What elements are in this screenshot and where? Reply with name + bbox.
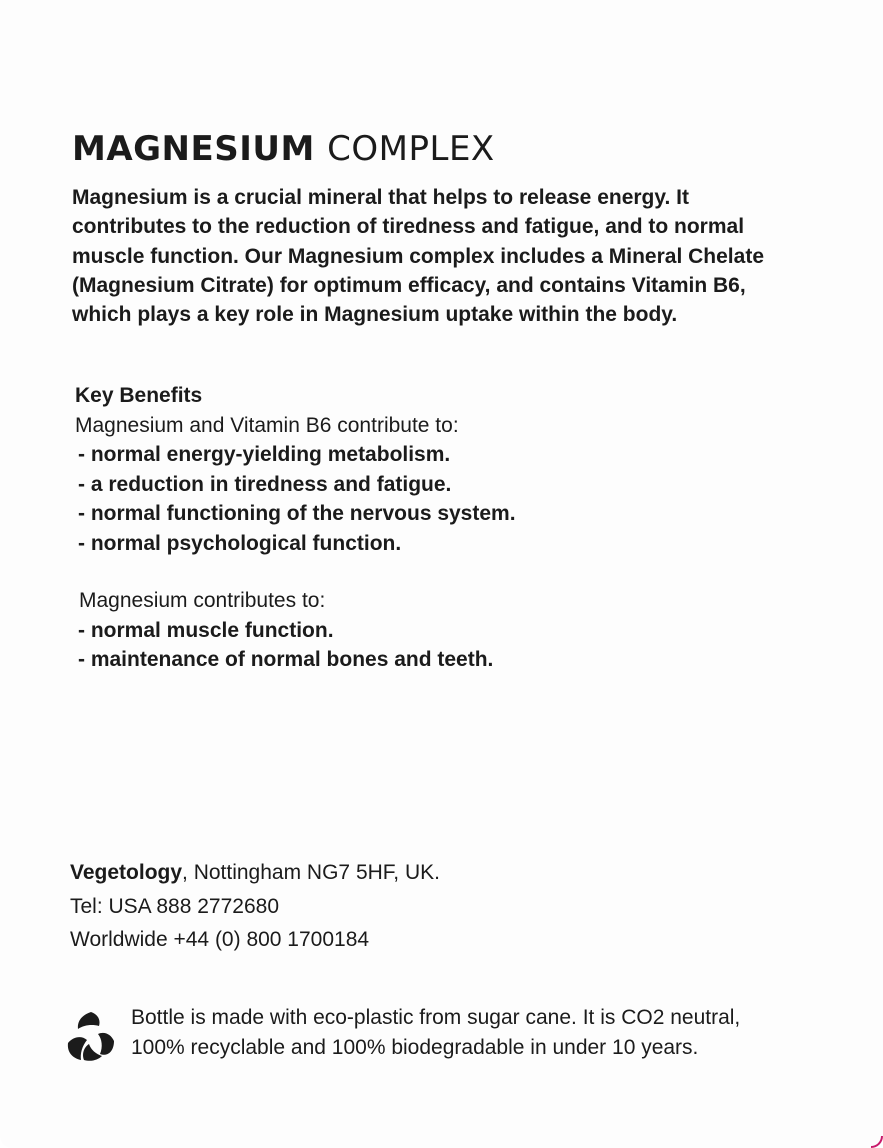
group2-lead: Magnesium contributes to: <box>79 589 326 612</box>
list-item: - normal energy-yielding metabolism. <box>78 443 451 466</box>
worldwide-line: Worldwide +44 (0) 800 1700184 <box>70 928 370 951</box>
intro-line: contributes to the reduction of tiredness and fatigue, and to normal <box>72 215 745 239</box>
group2-list <box>75 616 775 675</box>
eco-line: Bottle is made with eco-plastic from sugar cane. It is CO2 neutral, <box>131 1006 741 1029</box>
key-benefits-section <box>75 381 775 675</box>
list-item: - normal functioning of the nervous system. <box>78 502 516 525</box>
address-text: , Nottingham NG7 5HF, UK. <box>182 861 440 884</box>
product-title <box>72 127 495 171</box>
intro-line: Magnesium is a crucial mineral that helps to release energy. It <box>72 186 689 209</box>
intro-paragraph <box>72 183 822 329</box>
intro-line: muscle function. Our Magnesium complex includes a Mineral Chelate <box>72 244 764 268</box>
brand-name: Vegetology <box>70 861 183 884</box>
group1-lead: Magnesium and Vitamin B6 contribute to: <box>75 413 459 437</box>
intro-line: (Magnesium Citrate) for optimum efficacy, and contains Vitamin B6, <box>72 273 746 297</box>
list-item: - normal muscle function. <box>78 618 334 642</box>
title-strong: MAGNESIUM <box>72 129 315 169</box>
key-benefits-heading: Key Benefits <box>75 384 203 407</box>
eco-text <box>131 1003 740 1063</box>
tel-line: Tel: USA 888 2772680 <box>70 894 279 918</box>
intro-line: which plays a key role in Magnesium uptake within the body. <box>72 303 678 327</box>
spacer <box>75 558 775 586</box>
list-item: - a reduction in tiredness and fatigue. <box>78 472 452 496</box>
eco-line: 100% recyclable and 100% biodegradable in under 10 years. <box>131 1036 699 1059</box>
group1-list <box>75 440 775 558</box>
contact-block <box>70 856 440 957</box>
recycle-leaf-icon <box>64 1009 118 1063</box>
label-edge-accent <box>871 1136 883 1148</box>
title-light: COMPLEX <box>327 129 495 169</box>
address-line <box>70 856 440 890</box>
list-item: - maintenance of normal bones and teeth. <box>78 648 494 671</box>
list-item: - normal psychological function. <box>78 531 402 555</box>
